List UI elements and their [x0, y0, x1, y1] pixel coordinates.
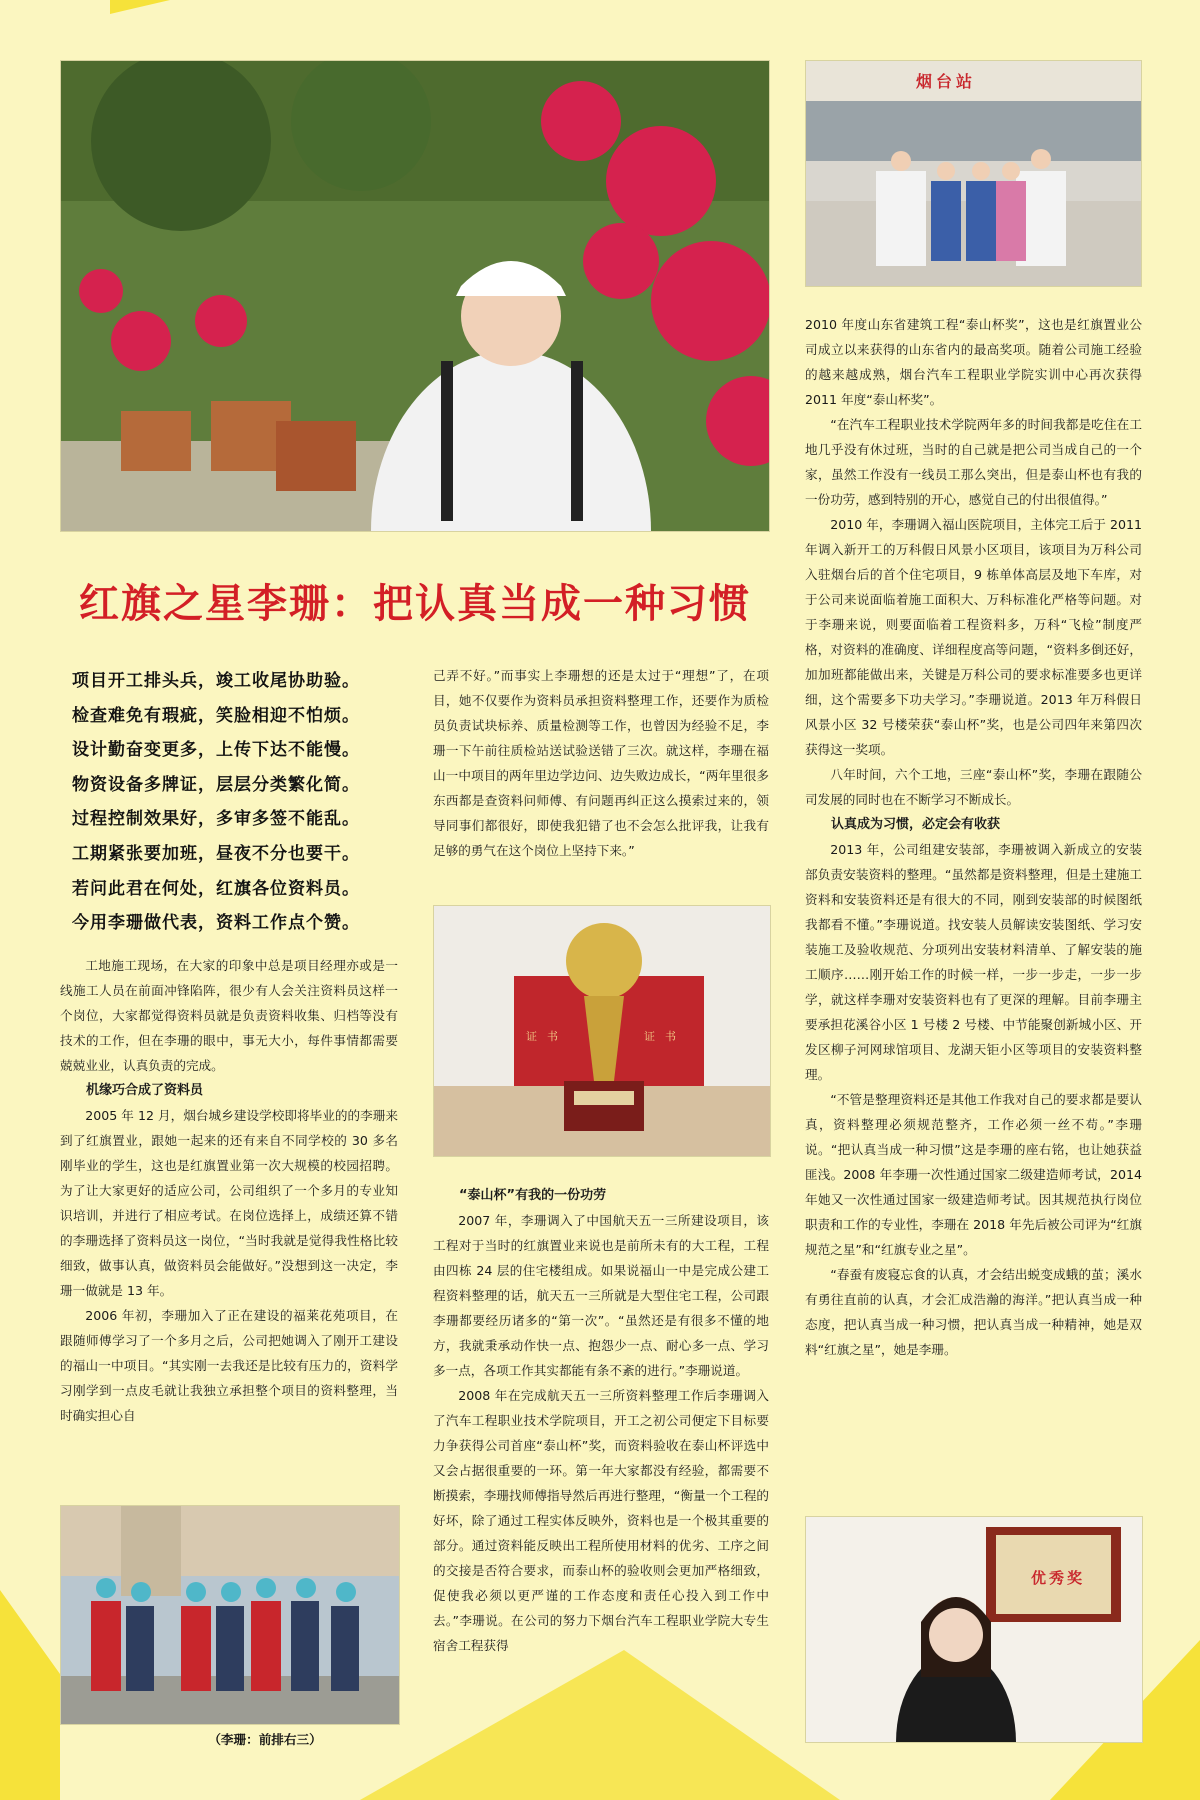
award-photo	[805, 1516, 1143, 1743]
section-heading: “泰山杯”有我的一份功劳	[459, 1188, 607, 1203]
decor-yellow-left	[0, 1590, 60, 1800]
column-3-text	[805, 312, 1142, 1362]
poem-line: 检查难免有瑕疵，笑脸相迎不怕烦。	[72, 705, 360, 726]
decor-yellow-bottom	[360, 1650, 840, 1800]
body-paragraph: 2005 年 12 月，烟台城乡建设学校即将毕业的的李珊来到了红旗置业，跟她一起来的还有来自不同学校的 30 多名刚毕业的学生，这也是红旗置业第一次大规模的校园招聘。为了让大家更好的适应公司，公司组织了一个多月的专业知识培训，并进行了相应考试。在岗位选择上，成绩还算不错的李珊选择了资料员这一岗位，“当时我就是觉得我性格比较细致，做事认真，做资料员会能做好。”没想到这一决定，李珊一做就是 13 年。	[60, 1108, 398, 1298]
body-paragraph: 2013 年，公司组建安装部，李珊被调入新成立的安装部负责安装资料的整理。“虽然都是资料整理，但是土建施工资料和安装资料还是有很大的不同，刚到安装部的时候图纸我都看不懂。”李珊说道。找安装人员解读安装图纸、学习安装施工及验收规范、分项列出安装材料清单、了解安装的施工顺序……刚开始工作的时候一样，一步一步走，一步一步学，就这样李珊对安装资料也有了更深的理解。目前李珊主要承担花溪谷小区 1 号楼 2 号楼、中节能聚创新城小区、开发区柳子河网球馆项目、龙湖天钜小区等项目的安装资料整理。	[805, 842, 1142, 1082]
body-paragraph: “在汽车工程职业技术学院两年多的时间我都是吃住在工地几乎没有休过班，当时的自己就是把公司当成自己的一个家，虽然工作没有一线员工那么突出，但是泰山杯也有我的一份功劳，感到特别的开心，感觉自己的付出很值得。”	[805, 417, 1142, 507]
poem-line: 过程控制效果好，多审多签不能乱。	[72, 809, 360, 830]
body-paragraph: 2006 年初，李珊加入了正在建设的福莱花苑项目，在跟随师傅学习了一个多月之后，公司把她调入了刚开工建设的福山一中项目。“其实刚一去我还是比较有压力的，资料学习刚学到一点皮毛就让我独立承担整个项目的资料整理，当时确实担心自	[60, 1308, 398, 1423]
body-paragraph: 八年时间，六个工地，三座“泰山杯”奖，李珊在跟随公司发展的同时也在不断学习不断成长。	[805, 767, 1142, 807]
construction-team-photo	[60, 1505, 400, 1725]
body-paragraph: 己弄不好。”而事实上李珊想的还是太过于“理想”了，在项目，她不仅要作为资料员承担资料整理工作，还要作为质检员负责试块标养、质量检测等工作，也曾因为经验不足，李珊一下午前往质检站送试验送错了三次。就这样，李珊在福山一中项目的两年里边学边问、边失败边成长，“两年里很多东西都是查资料问师傅、有问题再纠正这么摸索过来的，领导同事们都很好，即使我犯错了也不会怎么批评我，让我有足够的勇气在这个岗位上坚持下来。”	[433, 668, 769, 858]
trophy-photo	[433, 905, 771, 1157]
poem-line: 工期紧张要加班，昼夜不分也要干。	[72, 843, 360, 864]
poem-line: 设计勤奋变更多，上传下达不能慢。	[72, 740, 360, 761]
body-paragraph: “不管是整理资料还是其他工作我对自己的要求都是要认真，资料整理必须规范整齐，工作必须一丝不苟。”李珊说。“把认真当成一种习惯”这是李珊的座右铭，也让她获益匪浅。2008 年李珊一次性通过国家二级建造师考试，2014 年她又一次性通过国家一级建造师考试。因其规范执行岗位职责和工作的专业性，李珊在 2018 年先后被公司评为“红旗规范之星”和“红旗专业之星”。	[805, 1092, 1142, 1257]
section-heading: 认真成为习惯，必定会有收获	[831, 817, 1001, 832]
body-paragraph: 2008 年在完成航天五一三所资料整理工作后李珊调入了汽车工程职业技术学院项目，开工之初公司便定下目标要力争获得公司首座“泰山杯”奖，而资料验收在泰山杯评选中又会占据很重要的一环。第一年大家都没有经验，都需要不断摸索，李珊找师傅指导然后再进行整理，“衡量一个工程的好坏，除了通过工程实体反映外，资料也是一个极其重要的部分。通过资料能反映出工程所使用材料的优劣、工序之间的交接是否符合要求，而泰山杯的验收则会更加严格细致，促使我必须以更严谨的工作态度和责任心投入到工作中去。”李珊说。在公司的努力下烟台汽车工程职业学院大专生宿舍工程获得	[433, 1388, 769, 1653]
certificate-text-left: 证书	[526, 1030, 568, 1043]
column-1-text	[60, 953, 398, 1428]
section-heading: 机缘巧合成了资料员	[86, 1083, 204, 1098]
poem-line: 项目开工排头兵，竣工收尾协助验。	[72, 671, 360, 691]
intro-paragraph: 工地施工现场，在大家的印象中总是项目经理亦或是一线施工人员在前面冲锋陷阵，很少有人会关注资料员这样一个岗位，大家都觉得资料员就是负责资料收集、归档等没有技术的工作，但在李珊的眼中，事无大小，每件事情都需要兢兢业业，认真负责的完成。	[60, 958, 398, 1073]
photo-caption: （李珊：前排右三）	[208, 1732, 322, 1747]
body-paragraph: 2007 年，李珊调入了中国航天五一三所建设项目，该工程对于当时的红旗置业来说也是前所未有的大工程，工程由四栋 24 层的住宅楼组成。如果说福山一中是完成公建工程资料整理的话，航天五一三所就是大型住宅工程，公司跟李珊都要经历诸多的“第一次”。“虽然还是有很多不懂的地方，我就秉承动作快一点、抱怨少一点、耐心多一点、学习多一点，各项工作其实都能有条不紊的进行。”李珊说道。	[433, 1213, 769, 1378]
body-paragraph: 2010 年，李珊调入福山医院项目，主体完工后于 2011 年调入新开工的万科假日风景小区项目，该项目为万科公司入驻烟台后的首个住宅项目，9 栋单体高层及地下车库，对于公司来说面临着施工面积大、万科标准化严格等问题。对于李珊来说，则要面临着工程资料多，万科“飞检”制度严格，对资料的准确度、详细程度高等问题，“资料多倒还好，加加班都能做出来，关键是万科公司的要求标准要多也更详细，这个需要多下功夫学习。”李珊说道。2013 年万科假日风景小区 32 号楼荣获“泰山杯”奖，也是公司四年来第四次获得这一奖项。	[805, 517, 1142, 757]
certificate-text-right: 证书	[644, 1030, 686, 1043]
page-title: 红旗之星李珊：把认真当成一种习惯	[79, 580, 751, 627]
body-paragraph: “春蚕有废寝忘食的认真，才会结出蜕变成蛾的茧；溪水有勇往直前的认真，才会汇成浩瀚的海洋。”把认真当成一种态度，把认真当成一种习惯，把认真当成一种精神，她是双料“红旗之星”，她是李珊。	[805, 1267, 1142, 1357]
award-plaque-text: 优秀奖	[1031, 1569, 1086, 1587]
body-paragraph: 2010 年度山东省建筑工程“泰山杯奖”，这也是红旗置业公司成立以来获得的山东省内的最高奖项。随着公司施工经验的越来越成熟，烟台汽车工程职业学院实训中心再次获得 2011 年度“泰山杯奖”。	[805, 317, 1142, 407]
column-2-top-text	[433, 663, 769, 863]
portrait-photo	[60, 60, 770, 532]
decor-yellow-top	[110, 0, 170, 14]
poem-line: 物资设备多牌证，层层分类繁化简。	[72, 774, 360, 795]
poem-line: 若问此君在何处，红旗各位资料员。	[72, 878, 360, 899]
poem-line: 今用李珊做代表，资料工作点个赞。	[72, 913, 360, 934]
station-sign-text: 烟台站	[916, 72, 977, 91]
station-group-photo	[805, 60, 1142, 287]
poem-block	[72, 664, 402, 941]
column-2-bottom-text	[433, 1183, 769, 1658]
